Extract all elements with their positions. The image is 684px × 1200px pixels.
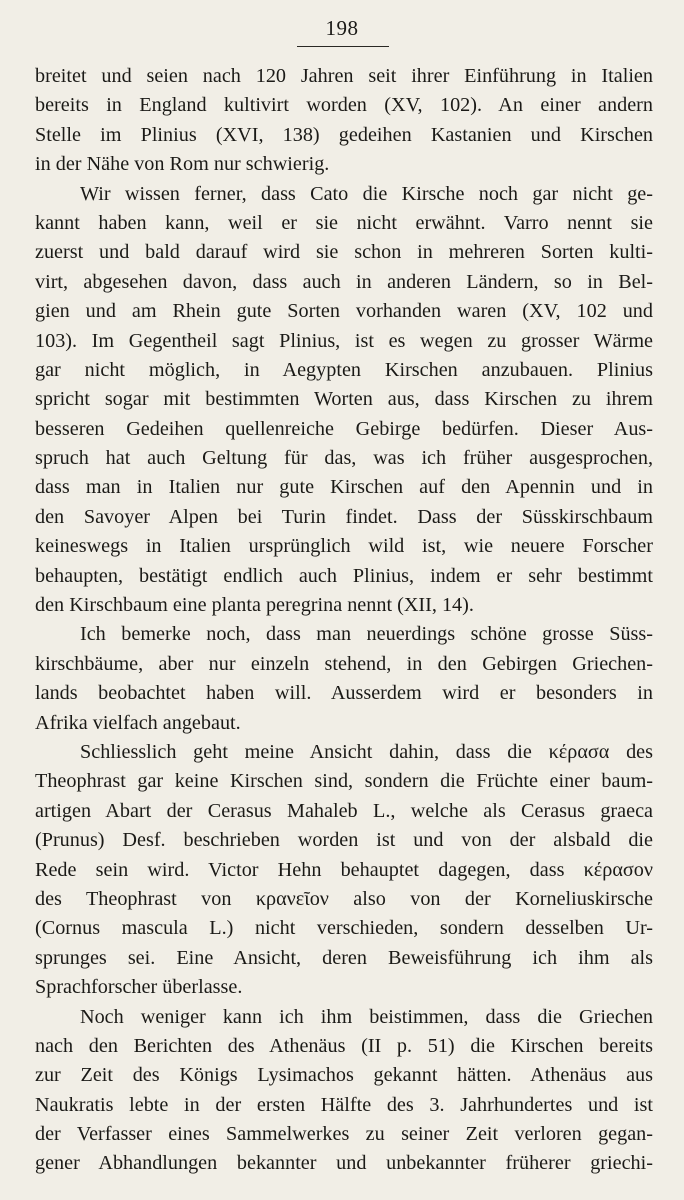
text-line: zuerst und bald darauf wird sie schon in mehreren Sorten kulti- bbox=[35, 241, 653, 264]
text-line: lands beobachtet haben will. Ausserdem wird er besonders in bbox=[35, 682, 653, 705]
text-line: zur Zeit des Königs Lysimachos gekannt hätten. Athenäus aus bbox=[35, 1064, 653, 1087]
text-line: Stelle im Plinius (XVI, 138) gedeihen Kastanien und Kirschen bbox=[35, 123, 653, 146]
paragraph bbox=[35, 62, 653, 180]
text-line: spricht sogar mit bestimmten Worten aus, dass Kirschen zu ihrem bbox=[35, 388, 653, 411]
text-line: breitet und seien nach 120 Jahren seit ihrer Einführung in Italien bbox=[35, 65, 653, 87]
text-line: keineswegs in Italien ursprünglich wild ist, wie neuere Forscher bbox=[35, 535, 653, 558]
text-line: Wir wissen ferner, dass Cato die Kirsche noch gar nicht ge- bbox=[80, 182, 653, 205]
text-line: gien und am Rhein gute Sorten vorhanden waren (XV, 102 und bbox=[35, 300, 653, 323]
text-line: spruch hat auch Geltung für das, was ich früher ausgesprochen, bbox=[35, 447, 653, 470]
text-line: den Kirschbaum eine planta peregrina nennt (XII, 14). bbox=[35, 594, 474, 617]
text-line: Naukratis lebte in der ersten Hälfte des 3. Jahrhundertes und ist bbox=[35, 1093, 653, 1116]
text-line: (Cornus mascula L.) nicht verschieden, sondern desselben Ur- bbox=[35, 917, 653, 940]
text-line: den Savoyer Alpen bei Turin findet. Dass der Süsskirschbaum bbox=[35, 505, 653, 528]
text-line: Schliesslich geht meine Ansicht dahin, dass die κέρασα des bbox=[80, 740, 653, 763]
text-line: Noch weniger kann ich ihm beistimmen, dass die Griechen bbox=[80, 1005, 653, 1028]
text-line: Rede sein wird. Victor Hehn behauptet dagegen, dass κέρασον bbox=[35, 858, 653, 881]
body-text bbox=[35, 62, 653, 1179]
text-line: in der Nähe von Rom nur schwierig. bbox=[35, 153, 330, 176]
text-line: kannt haben kann, weil er sie nicht erwähnt. Varro nennt sie bbox=[35, 211, 653, 234]
text-line: gener Abhandlungen bekannter und unbekannter früherer griechi- bbox=[35, 1152, 653, 1175]
text-line: besseren Gedeihen quellenreiche Gebirge bedürfen. Dieser Aus- bbox=[35, 417, 653, 440]
paragraph bbox=[35, 738, 653, 1003]
text-line: gar nicht möglich, in Aegypten Kirschen anzubauen. Plinius bbox=[35, 358, 653, 381]
text-line: Theophrast gar keine Kirschen sind, sondern die Früchte einer baum- bbox=[35, 770, 653, 793]
text-line: behaupten, bestätigt endlich auch Plinius, indem er sehr bestimmt bbox=[35, 564, 653, 587]
text-line: kirschbäume, aber nur einzeln stehend, in den Gebirgen Griechen- bbox=[35, 652, 653, 675]
header-rule bbox=[297, 46, 389, 47]
text-line: 103). Im Gegentheil sagt Plinius, ist es wegen zu grosser Wärme bbox=[35, 329, 653, 352]
text-line: virt, abgesehen davon, dass auch in anderen Ländern, so in Bel- bbox=[35, 270, 653, 293]
text-line: (Prunus) Desf. beschrieben worden ist und von der alsbald die bbox=[35, 829, 653, 852]
text-line: Ich bemerke noch, dass man neuerdings schöne grosse Süss- bbox=[80, 623, 653, 646]
text-line: Sprachforscher überlasse. bbox=[35, 976, 243, 999]
text-line: dass man in Italien nur gute Kirschen auf den Apennin und in bbox=[35, 476, 653, 499]
text-line: des Theophrast von κρανεῖον also von der Korneliuskirsche bbox=[35, 887, 653, 910]
text-line: artigen Abart der Cerasus Mahaleb L., welche als Cerasus graeca bbox=[35, 799, 653, 822]
page-number: 198 bbox=[325, 16, 359, 40]
paragraph bbox=[35, 180, 653, 621]
paragraph bbox=[35, 1003, 653, 1179]
text-line: nach den Berichten des Athenäus (II p. 51) die Kirschen bereits bbox=[35, 1034, 653, 1057]
paragraph bbox=[35, 620, 653, 738]
text-line: Afrika vielfach angebaut. bbox=[35, 711, 241, 734]
text-line: der Verfasser eines Sammelwerkes zu seiner Zeit verloren gegan- bbox=[35, 1123, 653, 1146]
text-line: sprunges sei. Eine Ansicht, deren Beweisführung ich ihm als bbox=[35, 946, 653, 969]
text-line: bereits in England kultivirt worden (XV, 102). An einer andern bbox=[35, 94, 653, 117]
